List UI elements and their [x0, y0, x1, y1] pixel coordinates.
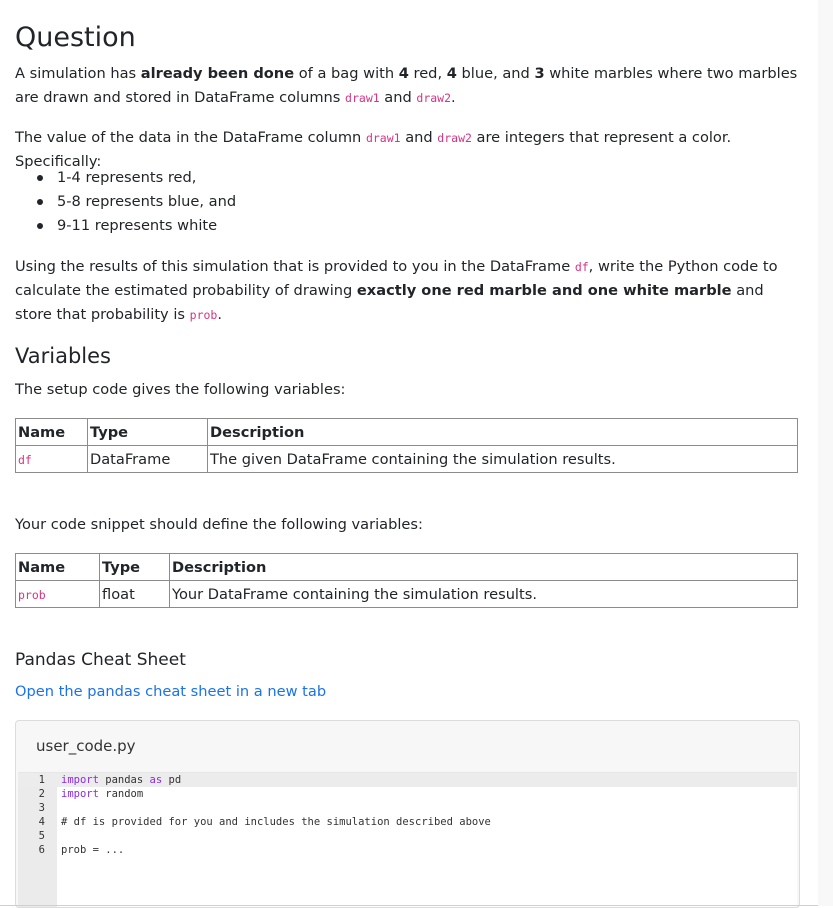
cheat-sheet-link[interactable]: Open the pandas cheat sheet in a new tab [15, 683, 327, 700]
line-number: 2 [38, 788, 45, 800]
line-number: 1 [38, 774, 45, 786]
variable-name: prob [18, 587, 46, 602]
code-comment: # df is provided for you and includes the simulation described above [61, 816, 491, 828]
define-text: Your code snippet should define the following variables: [15, 516, 423, 533]
output-variables-table [15, 553, 798, 608]
table-cell: DataFrame [88, 446, 208, 473]
line-number: 4 [38, 816, 45, 828]
code-draw2: draw2 [437, 131, 472, 145]
code-text: prob = ... [61, 844, 125, 856]
code-token: random [98, 788, 144, 800]
variable-name: df [18, 452, 32, 467]
table-header-row [16, 419, 798, 446]
question-paragraph-1 [15, 62, 798, 110]
table-cell [16, 581, 100, 608]
column-header: Name [16, 554, 100, 581]
text: Using the results of this simulation that is provided to you in the DataFrame [15, 258, 575, 275]
code-draw2: draw2 [416, 91, 452, 105]
text: and [400, 129, 438, 146]
line-number: 3 [38, 802, 45, 814]
code-line[interactable] [18, 773, 797, 787]
red-count: 4 [398, 65, 409, 82]
code-text [61, 787, 143, 801]
setup-variables-table [15, 418, 798, 473]
table-row [16, 446, 798, 473]
text: white marbles where two marbles are drawn and stored in DataFrame columns [15, 65, 798, 106]
editor-filename: user_code.py [36, 737, 136, 755]
code-area[interactable] [18, 772, 797, 908]
text: The value of the data in the DataFrame column [15, 129, 366, 146]
table-header-row [16, 554, 798, 581]
code-df: df [574, 260, 589, 274]
column-header: Description [208, 419, 798, 446]
code-text [61, 773, 181, 787]
code-line[interactable] [18, 815, 797, 829]
white-count: 3 [534, 65, 545, 82]
table-row [16, 581, 798, 608]
setup-text: The setup code gives the following variables: [15, 381, 346, 398]
text: blue, and [456, 65, 535, 82]
text: of a bag with [294, 65, 399, 82]
text: , write the Python code to calculate the estimated probability of drawing [15, 258, 778, 299]
text: are integers that represent a color. Specifically: [15, 129, 732, 170]
keyword: import [61, 788, 99, 800]
right-margin [818, 0, 833, 906]
table-cell [16, 446, 88, 473]
code-line[interactable] [18, 829, 797, 843]
keyword: as [149, 774, 163, 786]
keyword: import [61, 774, 99, 786]
text: A simulation has [15, 65, 141, 82]
column-header: Name [16, 419, 88, 446]
color-mapping-list [15, 166, 236, 238]
line-number: 6 [38, 844, 45, 856]
question-heading: Question [15, 22, 136, 53]
list-item: 5-8 represents blue, and [37, 190, 236, 214]
code-line[interactable] [18, 801, 797, 815]
code-token: pd [162, 774, 182, 786]
column-header: Description [170, 554, 798, 581]
code-draw1: draw1 [365, 131, 401, 145]
cheat-sheet-heading: Pandas Cheat Sheet [15, 650, 186, 670]
code-draw1: draw1 [345, 91, 380, 105]
code-prob: prob [189, 308, 218, 322]
code-line[interactable] [18, 787, 797, 801]
line-number: 5 [38, 830, 45, 842]
list-item: 1-4 represents red, [37, 166, 236, 190]
list-item: 9-11 represents white [37, 214, 236, 238]
bold-text: already been done [140, 65, 295, 82]
text: . [451, 89, 456, 106]
code-editor [15, 720, 800, 908]
column-header: Type [100, 554, 170, 581]
text: red, [408, 65, 447, 82]
text: and store that probability is [15, 282, 764, 323]
code-token: pandas [98, 774, 150, 786]
text: and [379, 89, 417, 106]
blue-count: 4 [446, 65, 457, 82]
code-line[interactable] [18, 843, 797, 857]
table-cell: float [100, 581, 170, 608]
text: . [217, 306, 222, 323]
table-cell: Your DataFrame containing the simulation results. [170, 581, 798, 608]
column-header: Type [88, 419, 208, 446]
variables-heading: Variables [15, 344, 111, 368]
table-cell: The given DataFrame containing the simulation results. [208, 446, 798, 473]
question-paragraph-3 [15, 255, 798, 327]
bold-text: exactly one red marble and one white marble [356, 282, 732, 299]
